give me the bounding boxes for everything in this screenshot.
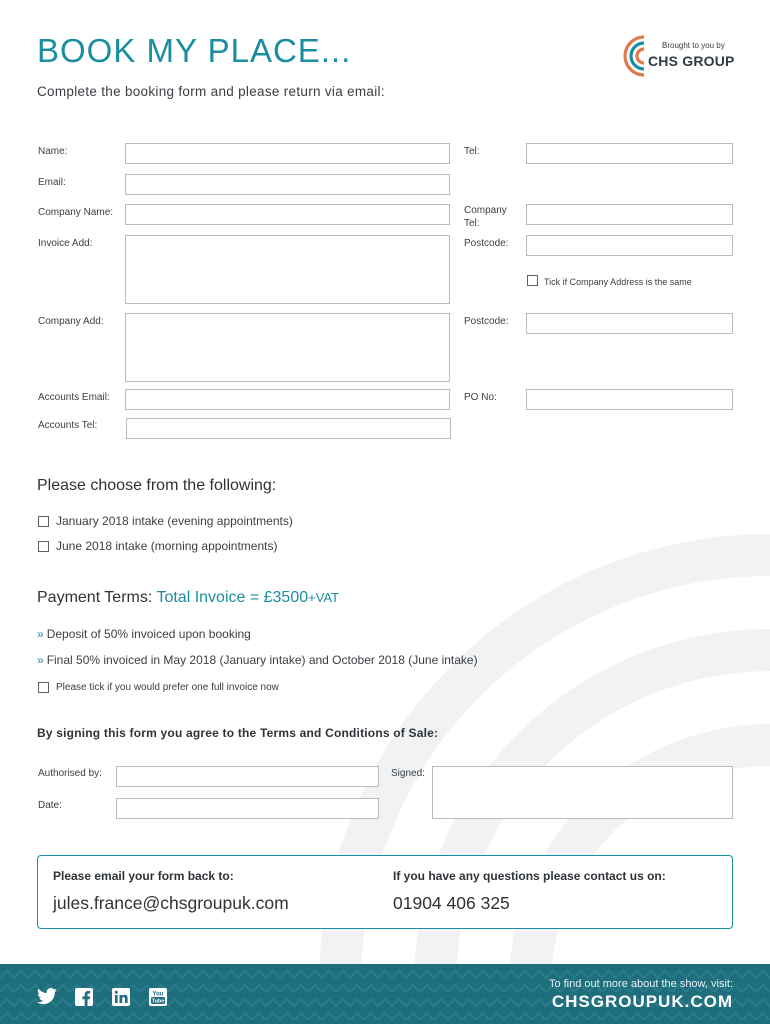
- vat-suffix: +VAT: [308, 590, 340, 605]
- logo-wordmark: CHS GROUP: [648, 53, 735, 69]
- company-postcode-label: Postcode:: [464, 316, 509, 327]
- authorised-by-label: Authorised by:: [38, 768, 102, 779]
- company-name-label: Company Name:: [38, 207, 114, 218]
- questions-heading: If you have any questions please contact us on:: [393, 869, 666, 883]
- deposit-bullet: [37, 627, 251, 641]
- facebook-icon[interactable]: [73, 987, 95, 1007]
- bullet-mark: »: [37, 653, 44, 667]
- po-number-label: PO No:: [464, 392, 497, 403]
- svg-text:Tube: Tube: [151, 998, 165, 1005]
- choose-heading: Please choose from the following:: [37, 477, 277, 494]
- tel-label: Tel:: [464, 146, 480, 157]
- chs-group-logo: [614, 33, 734, 81]
- po-number-field[interactable]: [526, 389, 733, 410]
- svg-text:You: You: [152, 991, 164, 998]
- company-tel-field[interactable]: [526, 204, 733, 225]
- page-title: BOOK MY PLACE...: [37, 32, 352, 69]
- company-address-label: Company Add:: [38, 316, 104, 327]
- website-link[interactable]: CHSGROUPUK.COM: [551, 992, 733, 1011]
- email-back-heading: Please email your form back to:: [53, 869, 234, 883]
- signature-field[interactable]: [432, 766, 733, 819]
- accounts-tel-label: Accounts Tel:: [38, 420, 98, 431]
- name-label: Name:: [38, 146, 68, 157]
- tel-field[interactable]: [526, 143, 733, 164]
- company-postcode-field[interactable]: [526, 313, 733, 334]
- january-intake-label: January 2018 intake (evening appointments): [56, 514, 293, 528]
- accounts-tel-field[interactable]: [126, 418, 451, 439]
- accounts-email-field[interactable]: [125, 389, 450, 410]
- full-invoice-label: Please tick if you would prefer one full invoice now: [56, 682, 279, 693]
- june-intake-checkbox[interactable]: [38, 541, 49, 552]
- footer-bar: [0, 964, 770, 1024]
- january-intake-checkbox[interactable]: [38, 516, 49, 527]
- date-field[interactable]: [116, 798, 379, 819]
- bullet-mark: »: [37, 627, 44, 641]
- email-field[interactable]: [125, 174, 450, 195]
- invoice-postcode-label: Postcode:: [464, 238, 509, 249]
- company-address-field[interactable]: [125, 313, 450, 382]
- date-label: Date:: [38, 800, 62, 811]
- same-address-checkbox[interactable]: [527, 275, 538, 286]
- youtube-icon[interactable]: [147, 987, 169, 1007]
- logo-tagline: Brought to you by: [662, 41, 725, 50]
- contact-panel: [37, 855, 733, 929]
- company-tel-label-line2: Tel:: [464, 218, 480, 229]
- june-intake-label: June 2018 intake (morning appointments): [56, 539, 278, 553]
- accounts-email-label: Accounts Email:: [38, 392, 110, 403]
- payment-terms-heading: [37, 589, 339, 607]
- authorised-by-field[interactable]: [116, 766, 379, 787]
- return-email-address[interactable]: jules.france@chsgroupuk.com: [53, 893, 289, 913]
- final-payment-bullet: [37, 653, 478, 667]
- deposit-text: Deposit of 50% invoiced upon booking: [46, 627, 251, 641]
- total-invoice-amount: Total Invoice = £3500: [156, 589, 309, 606]
- linkedin-icon[interactable]: [110, 987, 132, 1007]
- contact-phone-number[interactable]: 01904 406 325: [393, 893, 510, 913]
- company-tel-label: [464, 204, 507, 230]
- signed-label: Signed:: [391, 768, 425, 779]
- terms-statement: By signing this form you agree to the Terms and Conditions of Sale:: [37, 726, 439, 740]
- find-out-more-text: To find out more about the show, visit:: [548, 978, 733, 990]
- payment-terms-prefix: Payment Terms:: [37, 589, 157, 606]
- page-subtitle: Complete the booking form and please return via email:: [37, 84, 385, 99]
- email-label: Email:: [38, 177, 66, 188]
- invoice-postcode-field[interactable]: [526, 235, 733, 256]
- company-tel-label-line1: Company: [464, 205, 507, 216]
- invoice-address-label: Invoice Add:: [38, 238, 93, 249]
- same-address-label: Tick if Company Address is the same: [544, 277, 692, 287]
- invoice-address-field[interactable]: [125, 235, 450, 304]
- company-name-field[interactable]: [125, 204, 450, 225]
- final-payment-text: Final 50% invoiced in May 2018 (January intake) and October 2018 (June intake): [46, 653, 478, 667]
- full-invoice-checkbox[interactable]: [38, 682, 49, 693]
- name-field[interactable]: [125, 143, 450, 164]
- twitter-icon[interactable]: [36, 987, 58, 1007]
